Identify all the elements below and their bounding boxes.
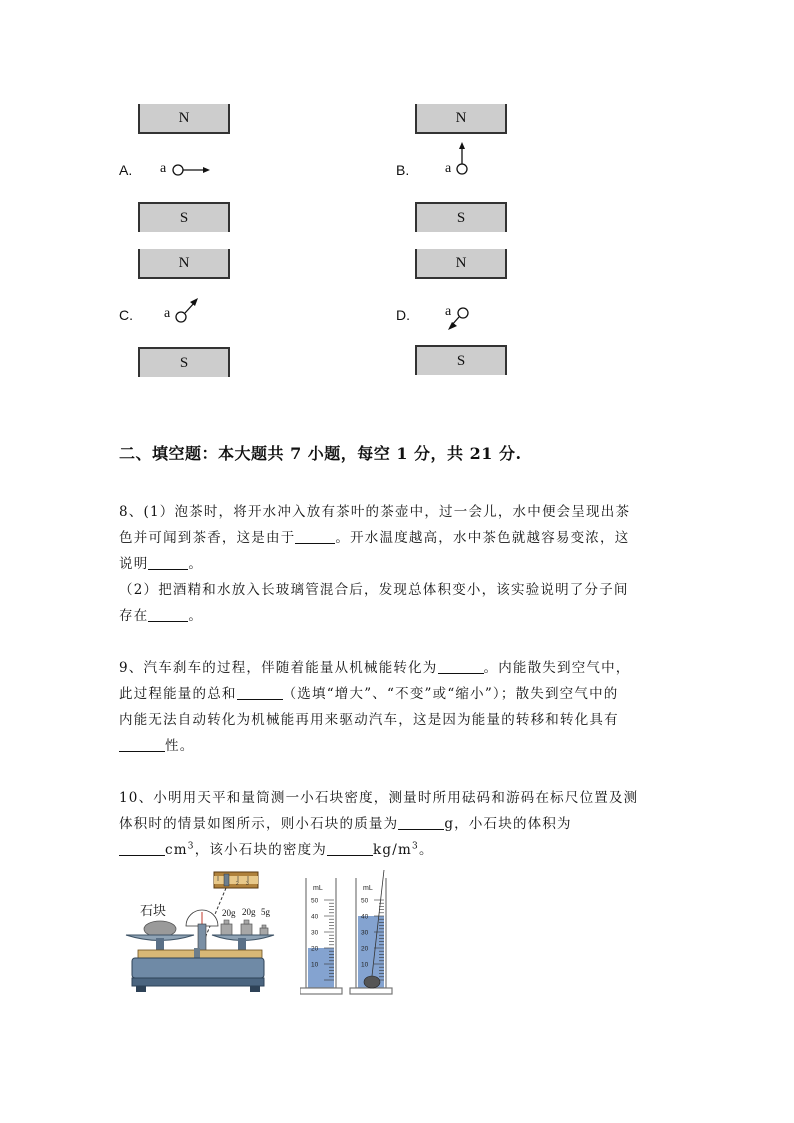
q10-blank-mass[interactable] (398, 815, 444, 830)
magnet-south-b: S (415, 202, 507, 232)
cylinder-tick-label: 40 (311, 913, 319, 921)
charge-velocity-right-icon (170, 160, 212, 180)
svg-text:20g: 20g (222, 908, 236, 918)
cylinder-tick-label: 10 (361, 961, 369, 969)
option-b-label: B. (396, 162, 410, 178)
option-d-label: D. (396, 307, 410, 323)
q9-blank-1[interactable] (438, 659, 484, 674)
cylinder-tick-label: 50 (311, 897, 319, 905)
q10-line-2: 体积时的情景如图所示，则小石块的质量为 g，小石块的体积为 (119, 816, 572, 832)
section-title: 二、填空题：本大题共 7 小题，每空 1 分，共 21 分. (119, 444, 522, 463)
cylinder-unit-label: mL (313, 885, 323, 892)
charge-a-label: a (160, 161, 167, 176)
cylinder-tick-label: 30 (361, 929, 369, 937)
charge-velocity-down-left-icon (445, 305, 475, 335)
submerged-stone (364, 976, 380, 988)
q10-line-1: 10、小明用天平和量筒测一小石块密度，测量时所用砝码和游码在标尺位置及测 (119, 790, 639, 806)
q9-line-4: 性。 (119, 734, 194, 754)
magnet-south-a: S (138, 202, 230, 232)
option-a-label: A. (119, 162, 133, 178)
balance-figure (118, 868, 278, 994)
graduated-cylinder-2 (350, 870, 392, 994)
cylinder-tick-label: 20 (361, 945, 369, 953)
q8-line-2: 色并可闻到茶香，这是由于 。开水温度越高，水中茶色就越容易变浓，这 (119, 530, 630, 546)
svg-text:5g: 5g (261, 907, 270, 917)
q10-line-3: $cm^3$，该小石块的密度为 $kg/m^3$。 (119, 838, 434, 858)
charge-c-label: a (164, 306, 171, 321)
q8-line-1: 8、(1）泡茶时，将开水冲入放有茶叶的茶壶中，过一会儿，水中便会呈现出茶 (119, 504, 631, 520)
charge-velocity-up-icon (452, 140, 472, 178)
charge-velocity-up-right-icon (173, 295, 201, 327)
q8-blank-3[interactable] (148, 607, 188, 622)
magnet-north-b: N (415, 104, 507, 134)
cylinders-figure (300, 868, 400, 998)
q8-blank-1[interactable] (295, 529, 335, 544)
graduated-cylinder-1 (300, 878, 342, 994)
q8-line-3: 说明 。 (119, 556, 204, 572)
svg-text:2: 2 (236, 881, 239, 887)
cylinder-tick-label: 50 (361, 897, 369, 905)
cylinder-tick-label: 30 (311, 929, 319, 937)
q10-blank-volume[interactable] (119, 841, 165, 856)
cylinder-tick-label: 40 (361, 913, 369, 921)
q10-blank-density[interactable] (327, 841, 373, 856)
q8-line-4: （2）把酒精和水放入长玻璃管混合后，发现总体积变小，该实验说明了分子间 (119, 582, 629, 598)
cylinder-base (350, 988, 392, 994)
magnet-north-a: N (138, 104, 230, 134)
q9-line-1: 9、汽车刹车的过程，伴随着能量从机械能转化为 。内能散失到空气中， (119, 660, 631, 676)
svg-text:20g: 20g (242, 907, 256, 917)
cylinder-unit-label: mL (363, 885, 373, 892)
cylinder-tick-label: 10 (311, 961, 319, 969)
q9-line-3: 内能无法自动转化为机械能再用来驱动汽车，这是因为能量的转移和转化具有 (119, 712, 619, 728)
rider-scale-inset (214, 872, 258, 888)
cylinder-tick-label: 20 (311, 945, 319, 953)
charge-b-label: a (445, 161, 452, 176)
q8-line-5: 存在 。 (119, 608, 204, 624)
q9-blank-3[interactable] (119, 737, 165, 752)
svg-text:3: 3 (246, 881, 249, 887)
magnet-south-c: S (138, 347, 230, 377)
magnet-north-c: N (138, 249, 230, 279)
q9-line-2: 此过程能量的总和 （选填“增大”、“不变”或“缩小”）；散失到空气中的 (119, 686, 619, 702)
q9-blank-2[interactable] (237, 685, 283, 700)
q8-blank-2[interactable] (148, 555, 188, 570)
cylinder-base (300, 988, 342, 994)
option-c-label: C. (119, 307, 133, 323)
magnet-north-d: N (415, 249, 507, 279)
charge-d-label: a (445, 304, 452, 319)
magnet-south-d: S (415, 345, 507, 375)
svg-text:石块: 石块 (140, 904, 167, 919)
